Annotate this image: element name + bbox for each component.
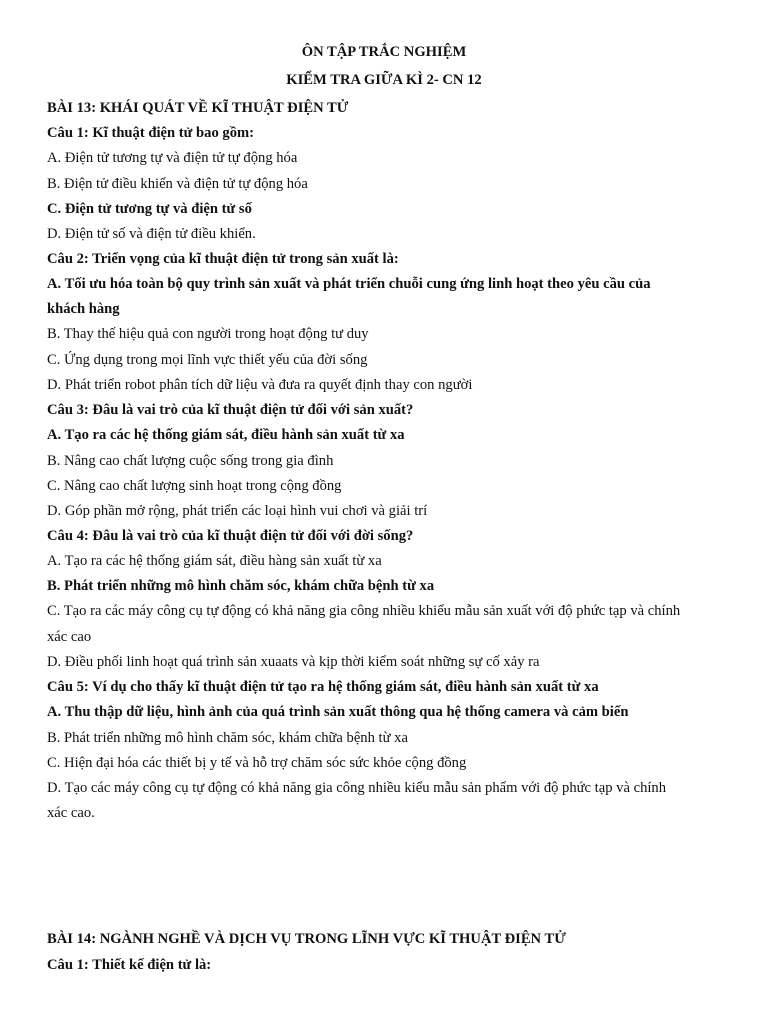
q5-option-d-line2: xác cao.: [47, 805, 95, 821]
question-5: Câu 5: Ví dụ cho thấy kĩ thuật điện tử tạo ra hệ thống giám sát, điều hành sản xuất từ xa: [47, 679, 599, 695]
lesson-13-heading: BÀI 13: KHÁI QUÁT VỀ KĨ THUẬT ĐIỆN TỬ: [47, 100, 349, 116]
q5-option-a-answer: A. Thu thập dữ liệu, hình ảnh của quá trình sản xuất thông qua hệ thống camera và cảm biến: [47, 704, 629, 720]
q1-option-a: A. Điện tử tương tự và điện tử tự động hóa: [47, 150, 298, 166]
q2-option-d: D. Phát triển robot phân tích dữ liệu và đưa ra quyết định thay con người: [47, 377, 473, 393]
q1-option-b: B. Điện tử điều khiển và điện tử tự động hóa: [47, 176, 308, 192]
q3-option-d: D. Góp phần mở rộng, phát triển các loại hình vui chơi và giải trí: [47, 503, 428, 519]
doc-title: ÔN TẬP TRẮC NGHIỆM: [301, 44, 467, 60]
lesson-14-heading: BÀI 14: NGÀNH NGHỀ VÀ DỊCH VỤ TRONG LĨNH VỰC KĨ THUẬT ĐIỆN TỬ: [47, 931, 566, 947]
q2-option-c: C. Ứng dụng trong mọi lĩnh vực thiết yếu của đời sống: [47, 352, 368, 368]
q4-option-a: A. Tạo ra các hệ thống giám sát, điều hàng sản xuất từ xa: [47, 553, 382, 569]
question-3: Câu 3: Đâu là vai trò của kĩ thuật điện tử đối với sản xuất?: [47, 402, 414, 418]
question-1: Câu 1: Kĩ thuật điện tử bao gồm:: [47, 125, 255, 141]
q4-option-d: D. Điều phối linh hoạt quá trình sản xuaats và kịp thời kiểm soát những sự cố xảy ra: [47, 654, 540, 670]
lesson-14-question-1: Câu 1: Thiết kế điện tử là:: [47, 957, 212, 973]
question-4: Câu 4: Đâu là vai trò của kĩ thuật điện tử đối với đời sống?: [47, 528, 414, 544]
q5-option-d-line1: D. Tạo các máy công cụ tự động có khả năng gia công nhiều kiểu mẫu sản phẩm với độ phức tạp và chính: [47, 780, 667, 796]
q3-option-b: B. Nâng cao chất lượng cuộc sống trong gia đình: [47, 453, 334, 469]
q5-option-c: C. Hiện đại hóa các thiết bị y tế và hỗ trợ chăm sóc sức khỏe cộng đồng: [47, 755, 467, 771]
q4-option-c-line1: C. Tạo ra các máy công cụ tự động có khả năng gia công nhiều khiểu mẫu sản xuất với độ phức tạp và chính: [47, 603, 681, 619]
q2-option-a-answer-line1: A. Tối ưu hóa toàn bộ quy trình sản xuất và phát triển chuỗi cung ứng linh hoạt theo yêu cầu của: [47, 276, 651, 292]
doc-subtitle: KIỂM TRA GIỮA KÌ 2- CN 12: [286, 72, 482, 88]
question-2: Câu 2: Triển vọng của kĩ thuật điện tử trong sản xuất là:: [47, 251, 399, 267]
q5-option-b: B. Phát triển những mô hình chăm sóc, khám chữa bệnh từ xa: [47, 730, 408, 746]
q4-option-b-answer: B. Phát triển những mô hình chăm sóc, khám chữa bệnh từ xa: [47, 578, 435, 594]
q3-option-c: C. Nâng cao chất lượng sinh hoạt trong cộng đồng: [47, 478, 342, 494]
q1-option-c-answer: C. Điện tử tương tự và điện tử số: [47, 201, 252, 217]
q2-option-a-answer-line2: khách hàng: [47, 301, 120, 317]
q3-option-a-answer: A. Tạo ra các hệ thống giám sát, điều hành sản xuất từ xa: [47, 427, 405, 443]
q4-option-c-line2: xác cao: [47, 629, 92, 645]
q2-option-b: B. Thay thế hiệu quả con người trong hoạt động tư duy: [47, 326, 369, 342]
q1-option-d: D. Điện tử số và điện tử điều khiển.: [47, 226, 256, 242]
